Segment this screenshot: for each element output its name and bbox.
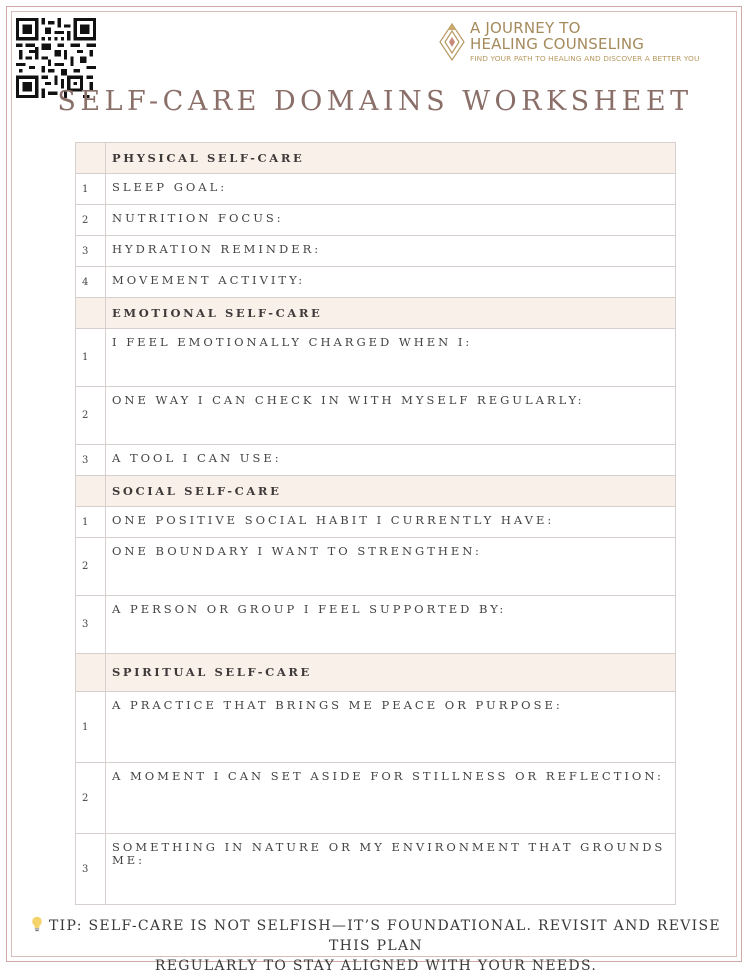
table-row <box>76 507 676 538</box>
table-row <box>76 763 676 834</box>
section-heading: SPIRITUAL SELF-CARE <box>106 654 676 692</box>
row-number: 2 <box>76 387 106 445</box>
row-number: 1 <box>76 329 106 387</box>
table-row <box>76 205 676 236</box>
lightbulb-icon <box>31 916 43 932</box>
section-header-spiritual <box>76 654 676 692</box>
prompt-field[interactable]: ONE POSITIVE SOCIAL HABIT I CURRENTLY HAVE: <box>106 507 676 538</box>
worksheet-table <box>75 142 676 905</box>
prompt-field[interactable]: HYDRATION REMINDER: <box>106 236 676 267</box>
prompt-field[interactable]: MOVEMENT ACTIVITY: <box>106 267 676 298</box>
prompt-field[interactable]: A TOOL I CAN USE: <box>106 445 676 476</box>
tip-line-1: TIP: SELF-CARE IS NOT SELFISH—IT’S FOUNDATIONAL. REVISIT AND REVISE THIS PLAN <box>49 918 721 954</box>
diamond-logo-icon <box>438 22 466 62</box>
prompt-field[interactable]: NUTRITION FOCUS: <box>106 205 676 236</box>
row-number: 3 <box>76 236 106 267</box>
prompt-field[interactable]: SLEEP GOAL: <box>106 174 676 205</box>
prompt-field[interactable]: A PERSON OR GROUP I FEEL SUPPORTED BY: <box>106 596 676 654</box>
table-row <box>76 329 676 387</box>
row-number: 3 <box>76 445 106 476</box>
row-number: 4 <box>76 267 106 298</box>
row-number: 1 <box>76 174 106 205</box>
section-header-social <box>76 476 676 507</box>
table-row <box>76 692 676 763</box>
row-number: 3 <box>76 834 106 905</box>
section-header-emotional <box>76 298 676 329</box>
row-number: 2 <box>76 538 106 596</box>
section-spacer <box>76 654 106 692</box>
prompt-field[interactable]: I FEEL EMOTIONALLY CHARGED WHEN I: <box>106 329 676 387</box>
tip-line-2: REGULARLY TO STAY ALIGNED WITH YOUR NEEDS. <box>154 958 598 974</box>
section-header-physical <box>76 143 676 174</box>
table-row <box>76 596 676 654</box>
prompt-field[interactable]: SOMETHING IN NATURE OR MY ENVIRONMENT THAT GROUNDS ME: <box>106 834 676 905</box>
table-row <box>76 267 676 298</box>
prompt-field[interactable]: ONE BOUNDARY I WANT TO STRENGTHEN: <box>106 538 676 596</box>
brand-logo <box>438 20 738 66</box>
row-number: 2 <box>76 763 106 834</box>
row-number: 2 <box>76 205 106 236</box>
row-number: 3 <box>76 596 106 654</box>
section-spacer <box>76 476 106 507</box>
prompt-field[interactable]: A MOMENT I CAN SET ASIDE FOR STILLNESS OR REFLECTION: <box>106 763 676 834</box>
logo-tagline: FIND YOUR PATH TO HEALING AND DISCOVER A BETTER YOU <box>470 54 700 63</box>
section-heading: SOCIAL SELF-CARE <box>106 476 676 507</box>
section-spacer <box>76 143 106 174</box>
table-row <box>76 538 676 596</box>
table-row <box>76 834 676 905</box>
logo-line-2: HEALING COUNSELING <box>470 35 645 53</box>
table-row <box>76 236 676 267</box>
table-row <box>76 387 676 445</box>
row-number: 1 <box>76 692 106 763</box>
prompt-field[interactable]: ONE WAY I CAN CHECK IN WITH MYSELF REGULARLY: <box>106 387 676 445</box>
tip-note <box>14 916 738 976</box>
table-row <box>76 174 676 205</box>
section-heading: PHYSICAL SELF-CARE <box>106 143 676 174</box>
prompt-field[interactable]: A PRACTICE THAT BRINGS ME PEACE OR PURPOSE: <box>106 692 676 763</box>
section-heading: EMOTIONAL SELF-CARE <box>106 298 676 329</box>
section-spacer <box>76 298 106 329</box>
row-number: 1 <box>76 507 106 538</box>
worksheet-title: SELF-CARE DOMAINS WORKSHEET <box>57 86 693 117</box>
logo-line-1: A JOURNEY TO <box>470 19 581 37</box>
table-row <box>76 445 676 476</box>
